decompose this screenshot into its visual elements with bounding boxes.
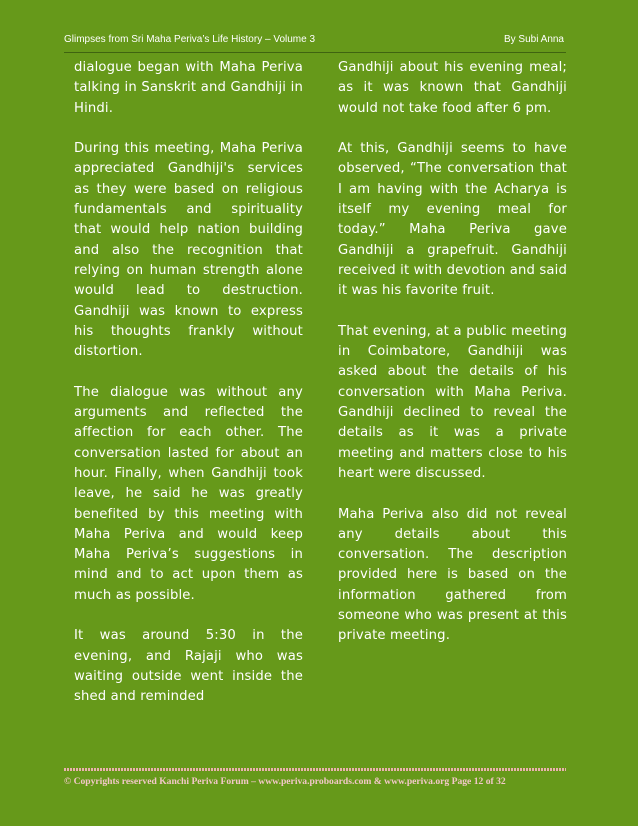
paragraph: The dialogue was without any arguments and reflected the affection for each other. The conversation lasted for about an hour. Finally, when Gandhiji took leave, he said he was greatly benefited by this meeting with Maha Periva and would keep Maha Periva’s suggestions in mind and to act upon them as much as possible.	[74, 384, 303, 603]
left-column	[74, 58, 303, 708]
paragraph: Maha Periva also did not reveal any details about this conversation. The description provided here is based on the information gathered from someone who was present at this private meeting.	[338, 506, 567, 644]
paragraph: It was around 5:30 in the evening, and Rajaji who was waiting outside went inside the shed and reminded	[74, 628, 303, 705]
paragraph: During this meeting, Maha Periva appreciated Gandhiji's services as they were based on religious fundamentals and spirituality that would help nation building and also the recognition that relying on human strength alone would lead to destruction. Gandhiji was known to express his thoughts frankly without distortion.	[74, 141, 303, 360]
paragraph: At this, Gandhiji seems to have observed, “The conversation that I am having with the Acharya is itself my evening meal for today.” Maha Periva gave Gandhiji a grapefruit. Gandhiji received it with devotion and said it was his favorite fruit.	[338, 141, 567, 299]
paragraph: Gandhiji about his evening meal; as it was known that Gandhiji would not take food after 6 pm.	[338, 60, 567, 116]
paragraph: That evening, at a public meeting in Coimbatore, Gandhiji was asked about the details of his conversation with Maha Periva. Gandhiji declined to reveal the details as it was a private meeting and matters close to his heart were discussed.	[338, 323, 567, 481]
header-author: By Subi Anna	[503, 34, 564, 45]
page-footer: © Copyrights reserved Kanchi Periva Forum – www.periva.proboards.com & www.periva.org Page 12 of 32	[64, 776, 506, 787]
right-column	[338, 58, 567, 647]
header-title: Glimpses from Sri Maha Periva’s Life History – Volume 3	[64, 34, 316, 45]
page-header	[64, 34, 566, 50]
paragraph: dialogue began with Maha Periva talking in Sanskrit and Gandhiji in Hindi.	[74, 60, 303, 116]
header-divider	[64, 52, 566, 53]
footer-divider	[64, 768, 566, 771]
